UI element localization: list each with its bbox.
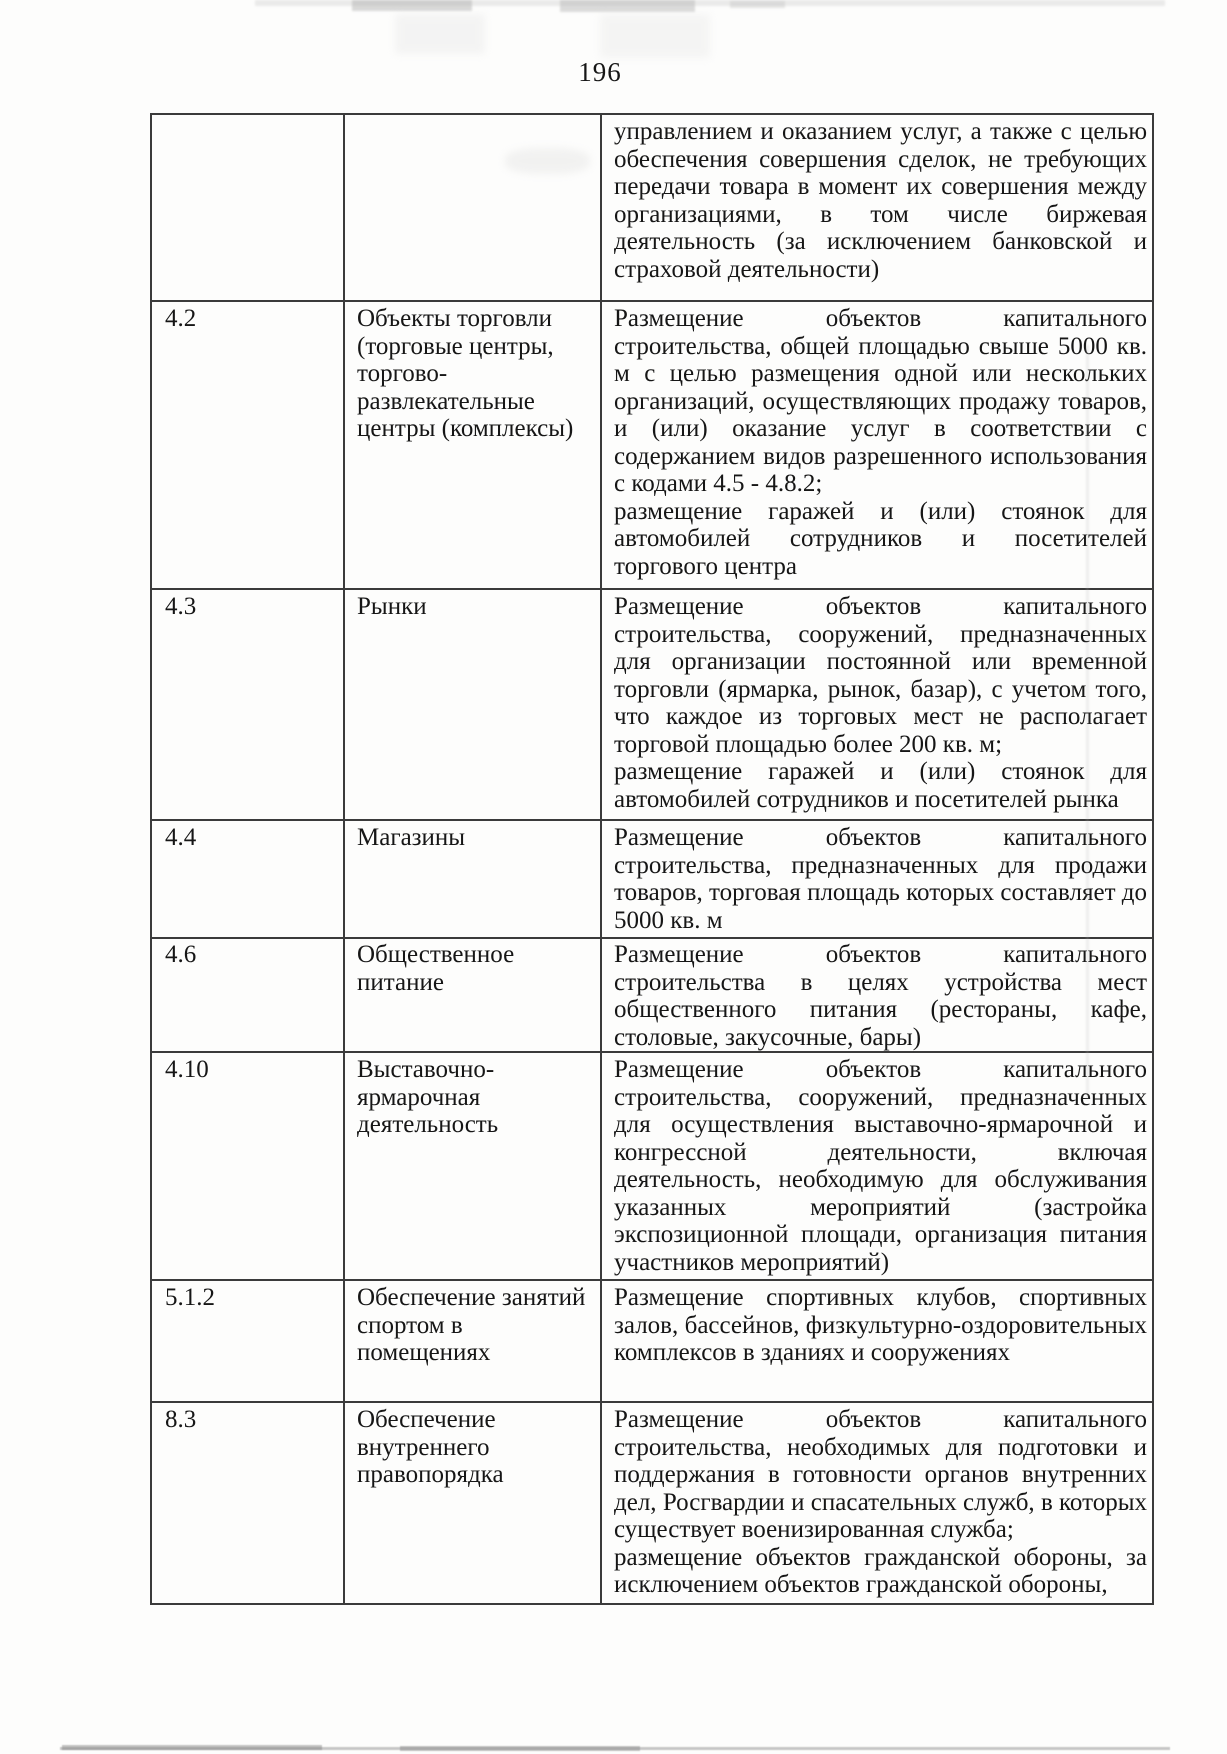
scan-artifact-bottom-edge	[60, 1747, 1170, 1750]
scan-artifact-bottom-edge	[400, 1746, 640, 1751]
description-cell	[601, 938, 1153, 1052]
scan-artifact-smudge	[395, 14, 485, 54]
name-cell: Рынки	[344, 589, 601, 820]
table-row	[151, 114, 1153, 301]
code-cell: 5.1.2	[151, 1280, 344, 1402]
description-paragraph: Размещение объектов капитального строительства, сооружений, предназначенных для осуществления выставочно-ярмарочной и конгрессной деятельности, включая деятельность, необходимую для обслуживания указанных мероприятий (застройка экспозиционной площади, организация питания участников мероприятий)	[614, 1056, 1147, 1276]
description-paragraph: управлением и оказанием услуг, а также с целью обеспечения совершения сделок, не требующих передачи товара в момент их совершения между организациями, в том числе биржевая деятельность (за исключением банковской и страховой деятельности)	[614, 118, 1147, 283]
description-paragraph: размещение объектов гражданской обороны, за исключением объектов гражданской обороны,	[614, 1543, 1147, 1598]
description-cell	[601, 1280, 1153, 1402]
table-row	[151, 589, 1153, 820]
description-cell	[601, 589, 1153, 820]
name-cell: Обеспечение внутреннего правопорядка	[344, 1402, 601, 1604]
description-cell	[601, 301, 1153, 589]
description-paragraph: размещение гаражей и (или) стоянок для автомобилей сотрудников и посетителей торгового центра	[614, 497, 1147, 580]
description-cell	[601, 1402, 1153, 1604]
scan-artifact-bottom-edge	[62, 1745, 322, 1750]
page-number: 196	[578, 57, 622, 87]
table-row	[151, 938, 1153, 1052]
code-cell: 4.6	[151, 938, 344, 1052]
code-cell: 4.4	[151, 820, 344, 938]
scan-artifact-top-spot	[730, 1, 785, 8]
code-cell: 4.2	[151, 301, 344, 589]
table-row	[151, 1280, 1153, 1402]
code-cell: 4.3	[151, 589, 344, 820]
description-paragraph: размещение гаражей и (или) стоянок для автомобилей сотрудников и посетителей рынка	[614, 758, 1147, 813]
table-row	[151, 1402, 1153, 1604]
description-paragraph: Размещение спортивных клубов, спортивных залов, бассейнов, физкультурно-оздоровительных комплексов в зданиях и сооружениях	[614, 1284, 1147, 1366]
description-cell	[601, 114, 1153, 301]
table-row	[151, 301, 1153, 589]
code-cell: 4.10	[151, 1052, 344, 1280]
name-cell: Обеспечение занятий спортом в помещениях	[344, 1280, 601, 1402]
description-paragraph: Размещение объектов капитального строительства, общей площадью свыше 5000 кв. м с целью размещения одной или нескольких организаций, осуществляющих продажу товаров, и (или) оказание услуг в соответствии с содержанием видов разрешенного использования с кодами 4.5 - 4.8.2;	[614, 305, 1147, 497]
code-cell: 8.3	[151, 1402, 344, 1604]
description-paragraph: Размещение объектов капитального строительства, предназначенных для продажи товаров, торговая площадь которых составляет до 5000 кв. м	[614, 824, 1147, 934]
scan-artifact-top-spot	[560, 0, 695, 12]
name-cell	[344, 114, 601, 301]
name-cell: Объекты торговли (торговые центры, торгово-развлекательные центры (комплексы)	[344, 301, 601, 589]
description-paragraph: Размещение объектов капитального строительства в целях устройства мест общественного питания (рестораны, кафе, столовые, закусочные, бары)	[614, 941, 1147, 1051]
table-row	[151, 1052, 1153, 1280]
description-cell	[601, 1052, 1153, 1280]
description-cell	[601, 820, 1153, 938]
scan-artifact-smudge	[600, 14, 710, 58]
description-paragraph: Размещение объектов капитального строительства, необходимых для подготовки и поддержания в готовности органов внутренних дел, Росгвардии и спасательных служб, в которых существует военизированная служба;	[614, 1406, 1147, 1543]
scan-artifact-top-band	[255, 0, 1165, 6]
code-cell	[151, 114, 344, 301]
land-use-table	[150, 113, 1154, 1605]
table-row	[151, 820, 1153, 938]
scan-artifact-top-spot	[352, 0, 472, 11]
name-cell: Магазины	[344, 820, 601, 938]
description-paragraph: Размещение объектов капитального строительства, сооружений, предназначенных для организации постоянной или временной торговли (ярмарка, рынок, базар), с учетом того, что каждое из торговых мест не располагает торговой площадью более 200 кв. м;	[614, 593, 1147, 758]
name-cell: Общественное питание	[344, 938, 601, 1052]
name-cell: Выставочно-ярмарочная деятельность	[344, 1052, 601, 1280]
